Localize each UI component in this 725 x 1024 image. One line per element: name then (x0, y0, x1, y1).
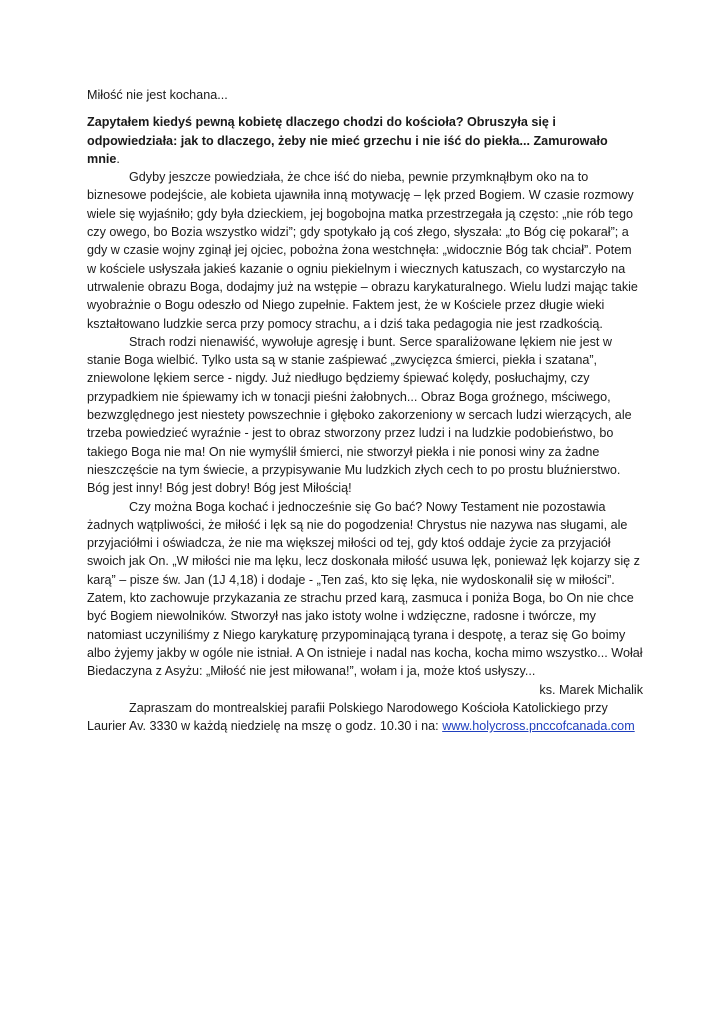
body-paragraph-2: Strach rodzi nienawiść, wywołuje agresję i bunt. Serce sparaliżowane lękiem nie jest w stanie Boga wielbić. Tylko usta są w stanie zaśpiewać „zwycięzca śmierci, piekła i szatana”, zniewolone lękiem serce - nigdy. Już niedługo będziemy śpiewać kolędy, posłuchajmy, czy przypadkiem nie śpiewamy ich w tonacji pieśni żałobnych... Obraz Boga groźnego, mściwego, bezwzględnego jest niestety powszechnie i głęboko zakorzeniony w sercach ludzi wierzących, ale trzeba powiedzieć wyraźnie - jest to obraz stworzony przez ludzi i na ludzkie podobieństwo, bo takiego Boga nie ma! On nie wymyślił śmierci, nie stworzył piekła i nie ponosi winy za żadne nieszczęście na tym świecie, a przypisywanie Mu ludzkich złych cech to po prostu bluźnierstwo. Bóg jest inny! Bóg jest dobry! Bóg jest Miłością! (87, 334, 632, 496)
invitation-paragraph (87, 699, 643, 736)
invitation-text: Zapraszam do montrealskiej parafii Polskiego Narodowego Kościoła Katolickiego przy Laurier Av. 3330 w każdą niedzielę na mszę o godz. 10.30 i na: (87, 700, 608, 734)
document-title: Miłość nie jest kochana... (87, 88, 228, 102)
body-paragraph-3: Czy można Boga kochać i jednocześnie się Go bać? Nowy Testament nie pozostawia żadnych wątpliwości, że miłość i lęk są nie do pogodzenia! Chrystus nie nazywa nas sługami, ale przyjaciółmi i oświadcza, że nie ma większej miłości od tej, gdy ktoś oddaje życie za przyjaciół swoich jak On. „W miłości nie ma lęku, lecz doskonała miłość usuwa lęk, ponieważ lęk kojarzy się z karą” – pisze św. Jan (1J 4,18) i dodaje - „Ten zaś, kto się lęka, nie wydoskonalił się w miłości”. Zatem, kto zachowuje przykazania ze strachu przed karą, zasmuca i poniża Boga, bo On nie chce być Bogiem niewolników. Stworzył nas jako istoty wolne i wdzięczne, radosne i twórcze, my natomiast uczyniliśmy z Niego karykaturę przypominającą tyrana i despotę, a teraz się Go boimy albo żyjemy jakby w ogóle nie istniał. A On istnieje i nadal nas kocha, kocha mimo wszystko... Wołał Biedaczyna z Asyżu: „Miłość nie jest miłowana!”, wołam i ja, może ktoś usłyszy... (87, 499, 643, 679)
author-signature: ks. Marek Michalik (539, 682, 643, 697)
lead-bold-text: Zapytałem kiedyś pewną kobietę dlaczego chodzi do kościoła? Obruszyła się i odpowiedziała: jak to dlaczego, żeby nie mieć grzechu i nie iść do piekła... Zamurowało mnie (87, 115, 608, 166)
lead-paragraph (87, 113, 643, 168)
body-paragraph-1: Gdyby jeszcze powiedziała, że chce iść do nieba, pewnie przymknąłbym oko na to biznesowe podejście, ale kobieta ujawniła inną motywację – lęk przed Bogiem. W czasie rozmowy wiele się wyjaśniło; gdy była dzieckiem, jej bogobojna matka przestrzegała ją często: „nie rób tego czy owego, bo Bozia wszystko widzi”; gdy spotykało ją coś złego, słyszała: „to Bóg cię pokarał”; a gdy w czasie wojny zginął jej ojciec, pobożna żona westchnęła: „widocznie Bóg tak chciał”. Potem w kościele usłyszała jakieś kazanie o ogniu piekielnym i wiecznych katuszach, co wystarczyło na utrwalenie obrazu Boga, dodajmy już na wstępie – obrazu karykaturalnego. Wielu ludzi mając takie wyobrażnie o Bogu odeszło od Niego zupełnie. Faktem jest, że w Kościele przez długie wieki kształtowano ludzkie serca przy pomocy strachu, a i dziś taka pedagogia nie jest rzadkością. (87, 170, 638, 331)
parish-website-link[interactable]: www.holycross.pnccofcanada.com (442, 719, 635, 734)
lead-tail: . (116, 151, 120, 166)
document-page (87, 86, 643, 735)
